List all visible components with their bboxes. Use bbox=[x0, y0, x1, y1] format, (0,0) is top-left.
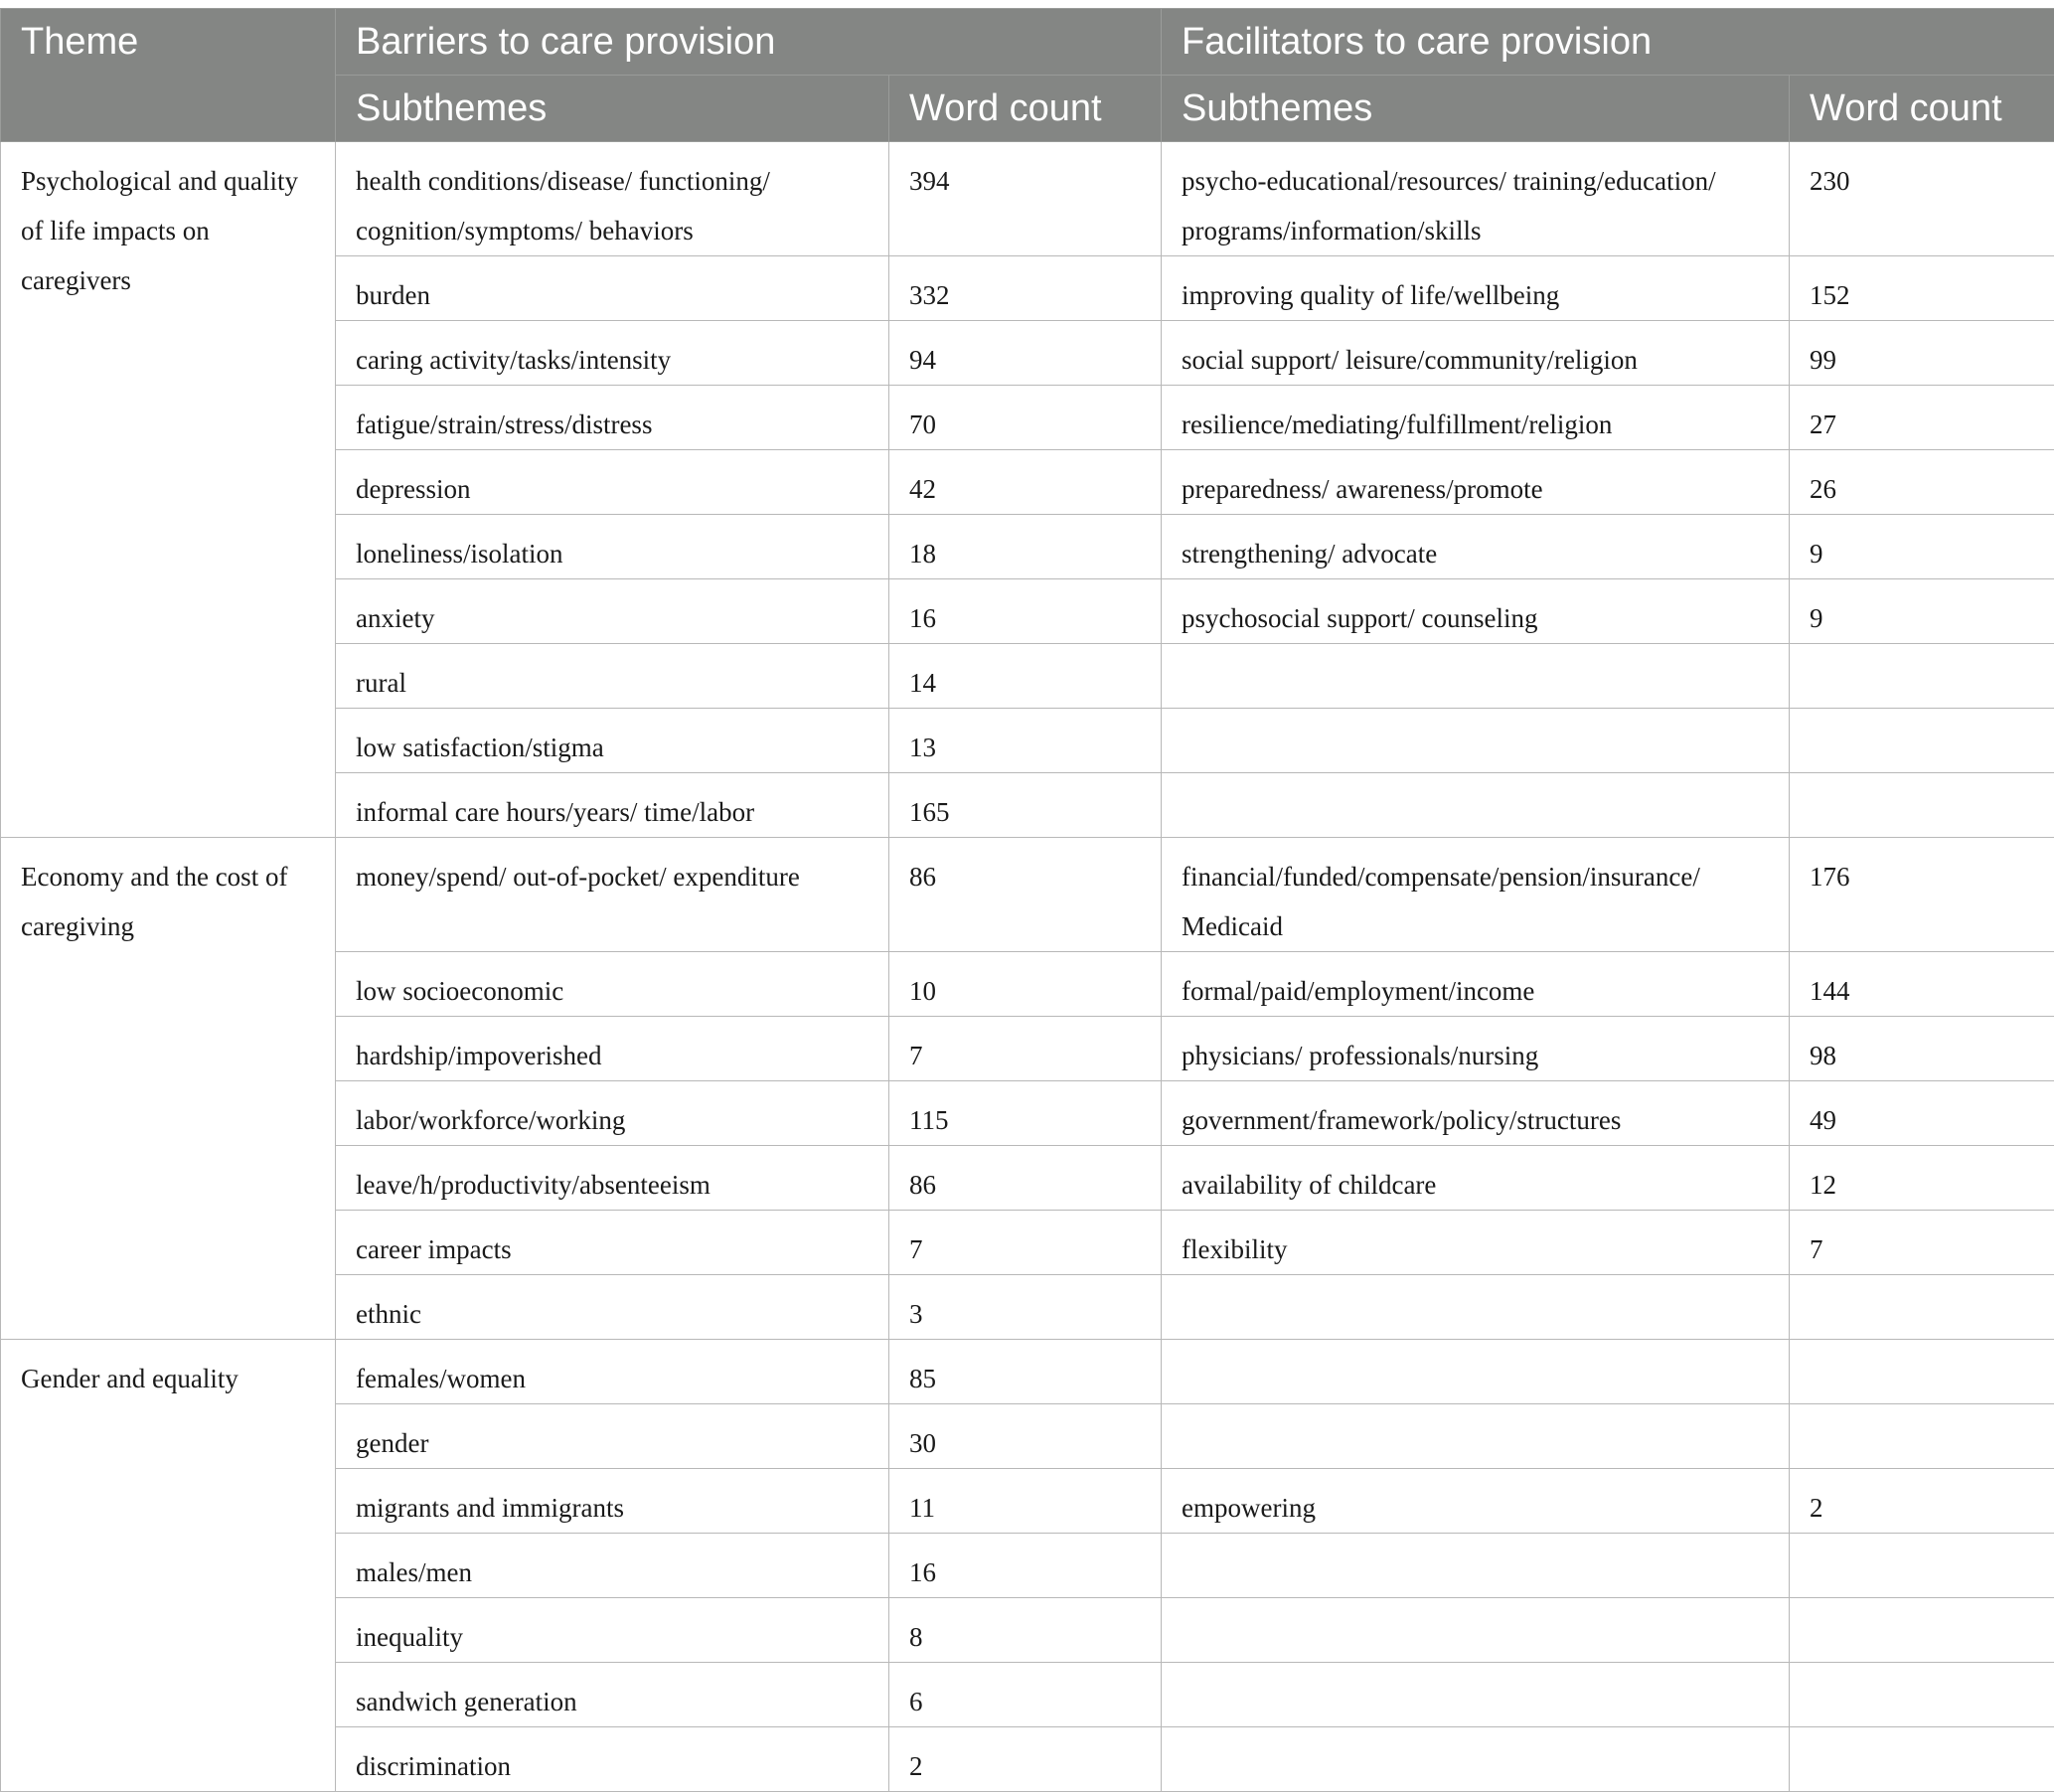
facilitator-subtheme-cell bbox=[1162, 1534, 1790, 1598]
facilitator-word-count-cell bbox=[1790, 1404, 2054, 1469]
themes-table bbox=[0, 8, 2054, 1792]
facilitator-subtheme-cell bbox=[1162, 1598, 1790, 1663]
facilitator-word-count-cell: 9 bbox=[1790, 515, 2054, 579]
barrier-word-count-cell: 85 bbox=[889, 1340, 1162, 1404]
barrier-subtheme-cell: ethnic bbox=[336, 1275, 889, 1340]
facilitator-subtheme-cell bbox=[1162, 1663, 1790, 1727]
barrier-word-count-cell: 115 bbox=[889, 1081, 1162, 1146]
barrier-subtheme-cell: rural bbox=[336, 644, 889, 709]
barrier-word-count-cell: 16 bbox=[889, 1534, 1162, 1598]
header-barriers-subthemes: Subthemes bbox=[336, 76, 889, 142]
barrier-word-count-cell: 332 bbox=[889, 256, 1162, 321]
barrier-word-count-cell: 18 bbox=[889, 515, 1162, 579]
facilitator-subtheme-cell: resilience/mediating/fulfillment/religion bbox=[1162, 386, 1790, 450]
barrier-subtheme-cell: inequality bbox=[336, 1598, 889, 1663]
facilitator-word-count-cell bbox=[1790, 1663, 2054, 1727]
barrier-subtheme-cell: low satisfaction/stigma bbox=[336, 709, 889, 773]
facilitator-word-count-cell: 7 bbox=[1790, 1211, 2054, 1275]
theme-cell: Psychological and quality of life impacts on caregivers bbox=[1, 142, 336, 838]
facilitator-subtheme-cell bbox=[1162, 1727, 1790, 1792]
facilitator-subtheme-cell: physicians/ professionals/nursing bbox=[1162, 1017, 1790, 1081]
facilitator-word-count-cell bbox=[1790, 1598, 2054, 1663]
header-theme: Theme bbox=[1, 9, 336, 142]
barrier-subtheme-cell: caring activity/tasks/intensity bbox=[336, 321, 889, 386]
barrier-word-count-cell: 3 bbox=[889, 1275, 1162, 1340]
barrier-word-count-cell: 8 bbox=[889, 1598, 1162, 1663]
barrier-subtheme-cell: leave/h/productivity/absenteeism bbox=[336, 1146, 889, 1211]
facilitator-subtheme-cell: improving quality of life/wellbeing bbox=[1162, 256, 1790, 321]
facilitator-subtheme-cell bbox=[1162, 1275, 1790, 1340]
facilitator-word-count-cell bbox=[1790, 644, 2054, 709]
header-facilitators-word-count: Word count bbox=[1790, 76, 2054, 142]
facilitator-subtheme-cell bbox=[1162, 1404, 1790, 1469]
barrier-word-count-cell: 13 bbox=[889, 709, 1162, 773]
barrier-word-count-cell: 6 bbox=[889, 1663, 1162, 1727]
barrier-subtheme-cell: low socioeconomic bbox=[336, 952, 889, 1017]
facilitator-word-count-cell: 176 bbox=[1790, 838, 2054, 952]
facilitator-word-count-cell: 98 bbox=[1790, 1017, 2054, 1081]
barrier-subtheme-cell: fatigue/strain/stress/distress bbox=[336, 386, 889, 450]
barrier-word-count-cell: 94 bbox=[889, 321, 1162, 386]
barrier-word-count-cell: 165 bbox=[889, 773, 1162, 838]
facilitator-word-count-cell bbox=[1790, 1534, 2054, 1598]
table-row bbox=[1, 838, 2054, 952]
facilitator-word-count-cell bbox=[1790, 773, 2054, 838]
barrier-subtheme-cell: depression bbox=[336, 450, 889, 515]
theme-cell: Gender and equality bbox=[1, 1340, 336, 1792]
table-row bbox=[1, 1340, 2054, 1404]
facilitator-word-count-cell: 144 bbox=[1790, 952, 2054, 1017]
barrier-subtheme-cell: males/men bbox=[336, 1534, 889, 1598]
barrier-subtheme-cell: sandwich generation bbox=[336, 1663, 889, 1727]
barrier-word-count-cell: 14 bbox=[889, 644, 1162, 709]
facilitator-word-count-cell: 9 bbox=[1790, 579, 2054, 644]
header-facilitators-subthemes: Subthemes bbox=[1162, 76, 1790, 142]
header-barriers-word-count: Word count bbox=[889, 76, 1162, 142]
facilitator-subtheme-cell: government/framework/policy/structures bbox=[1162, 1081, 1790, 1146]
barrier-word-count-cell: 2 bbox=[889, 1727, 1162, 1792]
facilitator-subtheme-cell: preparedness/ awareness/promote bbox=[1162, 450, 1790, 515]
facilitator-word-count-cell: 27 bbox=[1790, 386, 2054, 450]
facilitator-subtheme-cell: psychosocial support/ counseling bbox=[1162, 579, 1790, 644]
barrier-word-count-cell: 10 bbox=[889, 952, 1162, 1017]
barrier-subtheme-cell: career impacts bbox=[336, 1211, 889, 1275]
facilitator-word-count-cell: 49 bbox=[1790, 1081, 2054, 1146]
barrier-word-count-cell: 394 bbox=[889, 142, 1162, 256]
barrier-word-count-cell: 86 bbox=[889, 1146, 1162, 1211]
header-barriers: Barriers to care provision bbox=[336, 9, 1162, 76]
barrier-subtheme-cell: burden bbox=[336, 256, 889, 321]
barrier-word-count-cell: 42 bbox=[889, 450, 1162, 515]
barrier-word-count-cell: 86 bbox=[889, 838, 1162, 952]
barrier-subtheme-cell: loneliness/isolation bbox=[336, 515, 889, 579]
facilitator-subtheme-cell: formal/paid/employment/income bbox=[1162, 952, 1790, 1017]
facilitator-subtheme-cell: availability of childcare bbox=[1162, 1146, 1790, 1211]
facilitator-word-count-cell bbox=[1790, 709, 2054, 773]
barrier-subtheme-cell: health conditions/disease/ functioning/ cognition/symptoms/ behaviors bbox=[336, 142, 889, 256]
header-facilitators: Facilitators to care provision bbox=[1162, 9, 2054, 76]
barrier-subtheme-cell: females/women bbox=[336, 1340, 889, 1404]
facilitator-subtheme-cell bbox=[1162, 644, 1790, 709]
table-header bbox=[1, 9, 2054, 142]
barrier-subtheme-cell: gender bbox=[336, 1404, 889, 1469]
facilitator-subtheme-cell bbox=[1162, 709, 1790, 773]
facilitator-subtheme-cell: financial/funded/compensate/pension/insurance/ Medicaid bbox=[1162, 838, 1790, 952]
barrier-word-count-cell: 7 bbox=[889, 1017, 1162, 1081]
facilitator-subtheme-cell bbox=[1162, 773, 1790, 838]
barrier-word-count-cell: 30 bbox=[889, 1404, 1162, 1469]
facilitator-word-count-cell: 152 bbox=[1790, 256, 2054, 321]
facilitator-subtheme-cell: strengthening/ advocate bbox=[1162, 515, 1790, 579]
facilitator-word-count-cell: 230 bbox=[1790, 142, 2054, 256]
facilitator-subtheme-cell: psycho-educational/resources/ training/education/ programs/information/skills bbox=[1162, 142, 1790, 256]
facilitator-word-count-cell: 26 bbox=[1790, 450, 2054, 515]
facilitator-word-count-cell: 2 bbox=[1790, 1469, 2054, 1534]
barrier-subtheme-cell: discrimination bbox=[336, 1727, 889, 1792]
table-body bbox=[1, 142, 2054, 1792]
barrier-subtheme-cell: hardship/impoverished bbox=[336, 1017, 889, 1081]
table-container bbox=[0, 8, 2054, 1792]
facilitator-word-count-cell: 12 bbox=[1790, 1146, 2054, 1211]
barrier-word-count-cell: 7 bbox=[889, 1211, 1162, 1275]
barrier-subtheme-cell: labor/workforce/working bbox=[336, 1081, 889, 1146]
facilitator-subtheme-cell: flexibility bbox=[1162, 1211, 1790, 1275]
barrier-word-count-cell: 70 bbox=[889, 386, 1162, 450]
barrier-subtheme-cell: informal care hours/years/ time/labor bbox=[336, 773, 889, 838]
barrier-word-count-cell: 11 bbox=[889, 1469, 1162, 1534]
barrier-subtheme-cell: migrants and immigrants bbox=[336, 1469, 889, 1534]
facilitator-subtheme-cell: empowering bbox=[1162, 1469, 1790, 1534]
theme-cell: Economy and the cost of caregiving bbox=[1, 838, 336, 1340]
facilitator-word-count-cell bbox=[1790, 1727, 2054, 1792]
facilitator-word-count-cell: 99 bbox=[1790, 321, 2054, 386]
facilitator-subtheme-cell: social support/ leisure/community/religion bbox=[1162, 321, 1790, 386]
table-row bbox=[1, 142, 2054, 256]
barrier-subtheme-cell: anxiety bbox=[336, 579, 889, 644]
facilitator-word-count-cell bbox=[1790, 1340, 2054, 1404]
barrier-word-count-cell: 16 bbox=[889, 579, 1162, 644]
barrier-subtheme-cell: money/spend/ out-of-pocket/ expenditure bbox=[336, 838, 889, 952]
facilitator-word-count-cell bbox=[1790, 1275, 2054, 1340]
facilitator-subtheme-cell bbox=[1162, 1340, 1790, 1404]
